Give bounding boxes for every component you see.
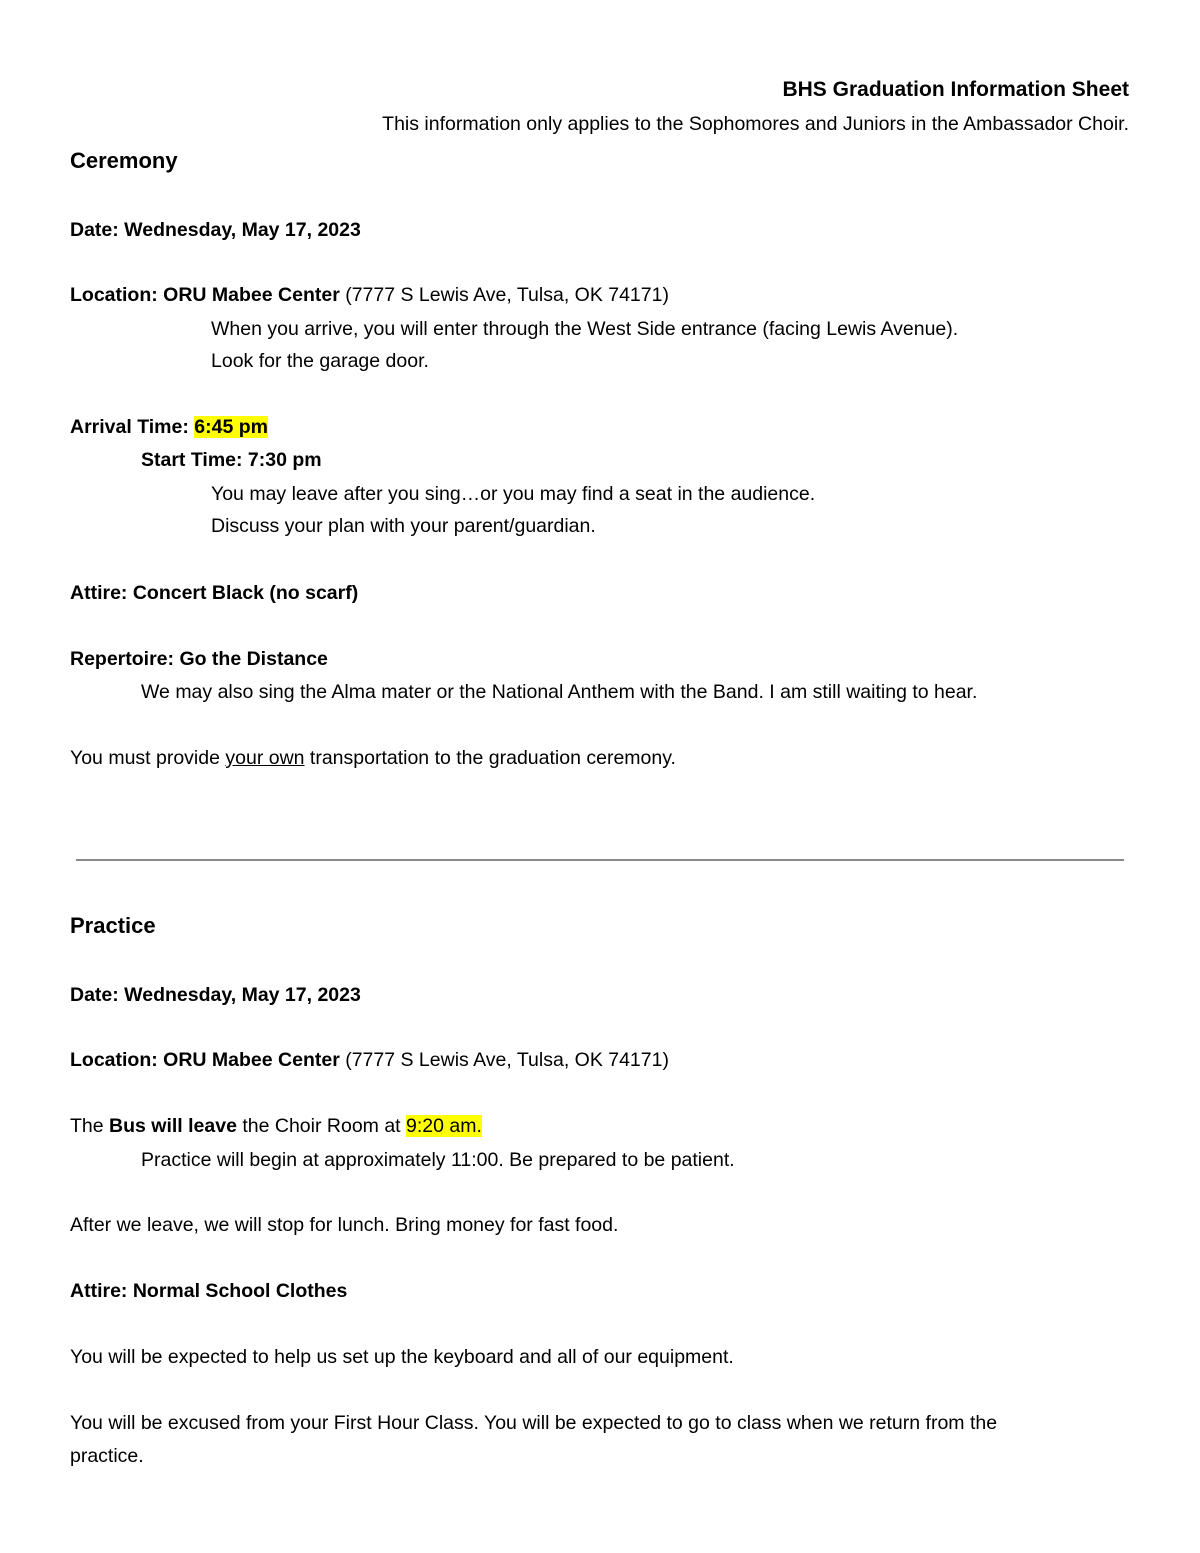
practice-lunch-note: After we leave, we will stop for lunch. Bring money for fast food.	[70, 1214, 619, 1236]
ceremony-location	[70, 282, 669, 308]
sheet-title: BHS Graduation Information Sheet	[782, 78, 1129, 101]
bus-pre: The	[70, 1115, 110, 1137]
ceremony-start-time: Start Time: 7:30 pm	[141, 449, 322, 471]
ceremony-garage-note: Look for the garage door.	[211, 350, 429, 372]
bus-bold: Bus will leave	[109, 1115, 237, 1137]
ceremony-transport-note	[70, 745, 676, 771]
ceremony-heading: Ceremony	[70, 148, 178, 173]
section-divider	[76, 859, 1124, 861]
practice-excused-note-line1: You will be excused from your First Hour Class. You will be expected to go to class when we return from the	[70, 1412, 998, 1434]
ceremony-arrival	[70, 414, 268, 440]
transport-pre: You must provide	[70, 747, 226, 769]
practice-date: Date: Wednesday, May 17, 2023	[70, 984, 361, 1006]
ceremony-leave-note: You may leave after you sing…or you may find a seat in the audience.	[211, 483, 816, 505]
arrival-time-value: 6:45 pm	[194, 416, 268, 438]
practice-attire: Attire: Normal School Clothes	[70, 1280, 348, 1302]
transport-post: transportation to the graduation ceremony.	[304, 747, 676, 769]
sheet-subtitle: This information only applies to the Sophomores and Juniors in the Ambassador Choir.	[382, 113, 1129, 135]
ceremony-entrance-note: When you arrive, you will enter through the West Side entrance (facing Lewis Avenue).	[211, 318, 959, 340]
ceremony-repertoire: Repertoire: Go the Distance	[70, 648, 328, 670]
practice-location-address: (7777 S Lewis Ave, Tulsa, OK 74171)	[339, 1049, 669, 1071]
practice-location-label: Location: ORU Mabee Center	[70, 1049, 340, 1071]
practice-bus-note	[70, 1113, 482, 1139]
ceremony-repertoire-note: We may also sing the Alma mater or the National Anthem with the Band. I am still waiting to hear.	[141, 681, 978, 703]
practice-setup-note: You will be expected to help us set up the keyboard and all of our equipment.	[70, 1346, 734, 1368]
ceremony-location-label: Location: ORU Mabee Center	[70, 284, 340, 306]
ceremony-attire: Attire: Concert Black (no scarf)	[70, 582, 359, 604]
practice-heading: Practice	[70, 913, 156, 938]
ceremony-date: Date: Wednesday, May 17, 2023	[70, 219, 361, 241]
practice-excused-note-line2: practice.	[70, 1445, 144, 1467]
bus-post: the Choir Room at	[236, 1115, 407, 1137]
practice-location	[70, 1047, 669, 1073]
ceremony-location-address: (7777 S Lewis Ave, Tulsa, OK 74171)	[339, 284, 669, 306]
bus-time: 9:20 am.	[406, 1115, 482, 1137]
transport-emphasis: your own	[225, 747, 305, 769]
ceremony-discuss-note: Discuss your plan with your parent/guardian.	[211, 515, 596, 537]
practice-begin-note: Practice will begin at approximately 11:00. Be prepared to be patient.	[141, 1149, 735, 1171]
arrival-time-label: Arrival Time:	[70, 416, 195, 438]
